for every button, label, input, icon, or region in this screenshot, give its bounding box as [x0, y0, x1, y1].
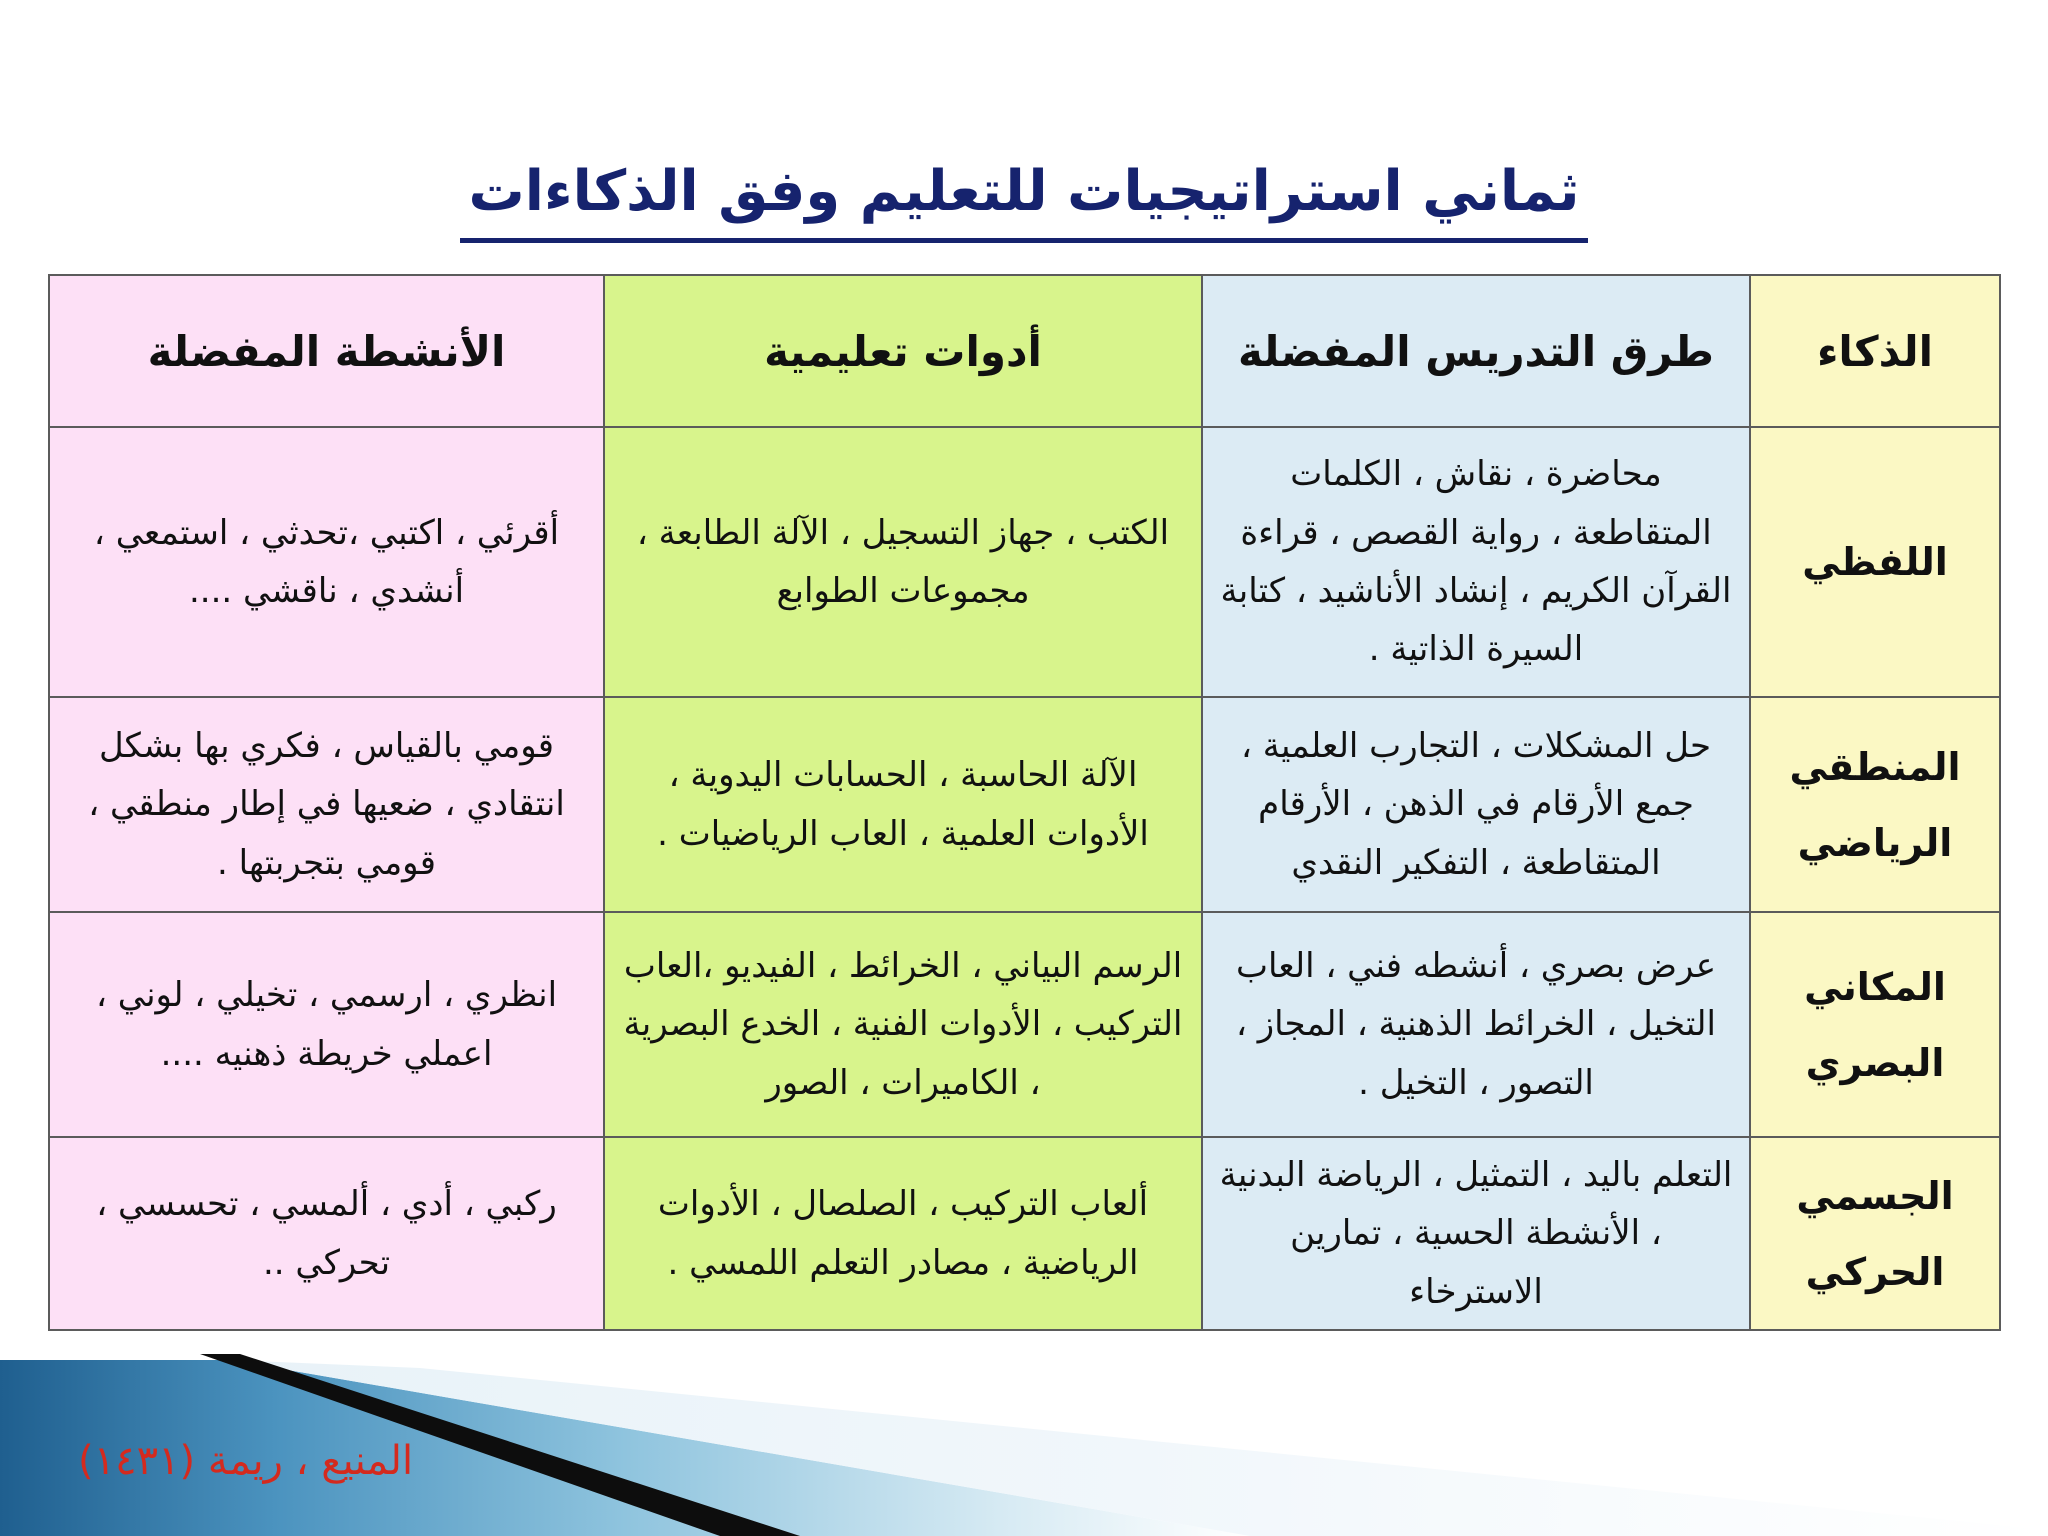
- header-preferred-activities: الأنشطة المفضلة: [49, 275, 604, 427]
- table-row: [49, 912, 2000, 1137]
- row-intelligence-cell: الجسمي الحركي: [1750, 1137, 2000, 1330]
- row-intelligence-cell: اللفظي: [1750, 427, 2000, 697]
- row-activities-cell: انظري ، ارسمي ، تخيلي ، لوني ، اعملي خريطة ذهنيه ....: [49, 912, 604, 1137]
- strategies-table-container: [50, 274, 2001, 1314]
- row-intelligence-cell: المكاني البصري: [1750, 912, 2000, 1137]
- slide-title: [0, 160, 2048, 243]
- row-tools-cell: ألعاب التركيب ، الصلصال ، الأدوات الرياضية ، مصادر التعلم اللمسي .: [604, 1137, 1202, 1330]
- row-methods-cell: التعلم باليد ، التمثيل ، الرياضة البدنية ، الأنشطة الحسية ، تمارين الاسترخاء: [1202, 1137, 1750, 1330]
- table-row: [49, 427, 2000, 697]
- row-activities-cell: ركبي ، أدي ، ألمسي ، تحسسي ، تحركي ..: [49, 1137, 604, 1330]
- row-intelligence-cell: المنطقي الرياضي: [1750, 697, 2000, 912]
- row-methods-cell: حل المشكلات ، التجارب العلمية ، جمع الأرقام في الذهن ، الأرقام المتقاطعة ، التفكير النقدي: [1202, 697, 1750, 912]
- row-activities-cell: أقرئي ، اكتبي ،تحدثي ، استمعي ، أنشدي ، ناقشي ....: [49, 427, 604, 697]
- source-citation: المنيع ، ريمة (١٤٣١): [78, 1438, 414, 1484]
- row-tools-cell: الرسم البياني ، الخرائط ، الفيديو ،العاب التركيب ، الأدوات الفنية ، الخدع البصرية ، الكاميرات ، الصور: [604, 912, 1202, 1137]
- row-tools-cell: الآلة الحاسبة ، الحسابات اليدوية ، الأدوات العلمية ، العاب الرياضيات .: [604, 697, 1202, 912]
- header-educational-tools: أدوات تعليمية: [604, 275, 1202, 427]
- row-activities-cell: قومي بالقياس ، فكري بها بشكل انتقادي ، ضعيها في إطار منطقي ، قومي بتجربتها .: [49, 697, 604, 912]
- slide-title-text: ثماني استراتيجيات للتعليم وفق الذكاءات: [460, 160, 1587, 243]
- row-methods-cell: عرض بصري ، أنشطه فني ، العاب التخيل ، الخرائط الذهنية ، المجاز ، التصور ، التخيل .: [1202, 912, 1750, 1137]
- table-row: [49, 697, 2000, 912]
- table-row: [49, 1137, 2000, 1330]
- strategies-table: [48, 274, 2001, 1331]
- row-tools-cell: الكتب ، جهاز التسجيل ، الآلة الطابعة ، مجموعات الطوابع: [604, 427, 1202, 697]
- table-header-row: [49, 275, 2000, 427]
- header-teaching-methods: طرق التدريس المفضلة: [1202, 275, 1750, 427]
- row-methods-cell: محاضرة ، نقاش ، الكلمات المتقاطعة ، رواية القصص ، قراءة القرآن الكريم ، إنشاد الأناشيد ، كتابة السيرة الذاتية .: [1202, 427, 1750, 697]
- header-intelligence: الذكاء: [1750, 275, 2000, 427]
